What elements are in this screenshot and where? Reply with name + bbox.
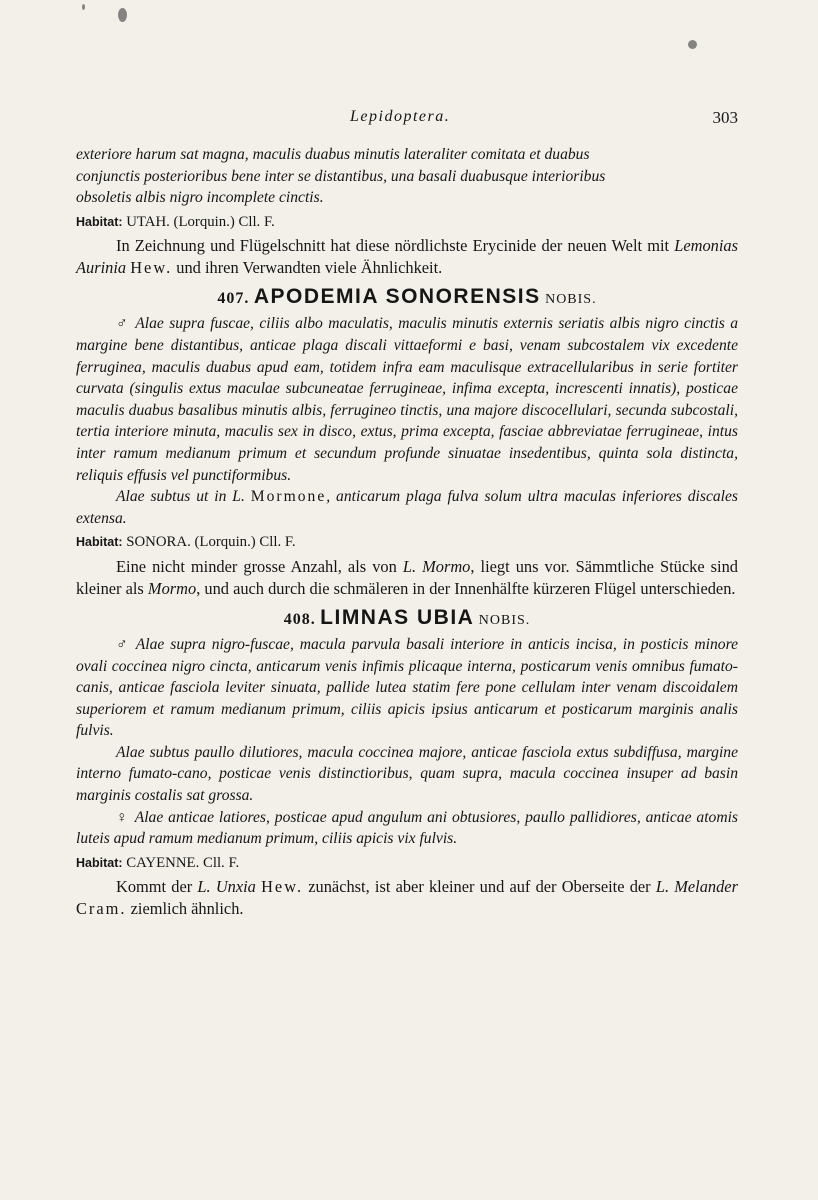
- author-name: Hew.: [130, 258, 173, 278]
- author-name: Hew.: [261, 877, 304, 897]
- habitat-text: UTAH. (Lorquin.) Cll. F.: [126, 213, 275, 230]
- underside-description: Alae subtus paullo dilutiores, macula coccinea majore, anticae fasciola extus subdiffusa, margine interno fumato-cano, posticae venis distinctioribus, quam supra, macula coccinea insuper ad basin marginis costalis sat grossa.: [76, 743, 738, 805]
- species-reference: Mormone: [250, 488, 327, 506]
- species-reference: L. Melander: [655, 877, 738, 897]
- species-heading: [76, 285, 738, 309]
- male-symbol-icon: ♂: [116, 315, 130, 333]
- species-number: 408.: [283, 610, 316, 628]
- intro-latin-line: exteriore harum sat magna, maculis duabus minutis lateraliter comitata et duabus: [76, 146, 590, 163]
- page-number: 303: [712, 108, 738, 127]
- ink-speck: [118, 8, 127, 22]
- german-paragraph: Kommt der L. Unxia Hew. zunächst, ist aber kleiner und auf der Oberseite der L. Melander Cram. ziemlich ähnlich.: [76, 877, 738, 919]
- page-body: [76, 144, 738, 920]
- ink-speck: [82, 4, 85, 10]
- author-name: Cram.: [76, 899, 127, 919]
- habitat-text: CAYENNE. Cll. F.: [126, 854, 240, 871]
- intro-latin-line: conjunctis posterioribus bene inter se distantibus, una basali duabusque interioribus: [76, 167, 606, 185]
- species-author: NOBIS.: [478, 612, 531, 628]
- female-symbol-icon: ♀: [116, 808, 129, 826]
- habitat-label: Habitat:: [76, 214, 123, 229]
- male-symbol-icon: ♂: [116, 635, 130, 653]
- habitat-line: [76, 532, 738, 554]
- male-diagnosis: ♂ Alae supra fuscae, ciliis albo maculatis, maculis minutis externis seriatis albis nigro cinctis a margine bene distantibus, anticae plaga discali vittaeformi e basi, venam subcostalem vix excedente ferruginea, maculis duabus apud eam, totidem infra eam maculisque extracellularibus in serie fortiter curvata (singulis extus maculae subcuneatae ferrugineae, infima excepta, increscenti innatis), posticae maculis duabus basalibus minutis albis, ferrugineo tinctis, una majore discocellulari, secunda subcostali, tertia interiore minuta, maculis sex in disco, extus, prima excepta, fasciae abbreviatae ferrugineae, intus inter ramum medianum primum et secundum profunde sinuatae insedentibus, quinta sola distincta, reliquis effusis vel punctiformibus.: [76, 315, 738, 484]
- species-heading: [76, 606, 738, 630]
- intro-german-paragraph: In Zeichnung und Flügelschnitt hat diese nördlichste Erycinide der neuen Welt mit Lemonias Aurinia Hew. und ihren Verwandten viele Ähnlichkeit.: [76, 236, 738, 278]
- intro-latin-line: obsoletis albis nigro incomplete cinctis.: [76, 189, 324, 207]
- habitat-label: Habitat:: [76, 535, 123, 550]
- species-reference: Lemonias Aurinia: [76, 236, 738, 278]
- ink-speck: [688, 40, 697, 49]
- female-diagnosis: ♀ Alae anticae latiores, posticae apud angulum ani obtusiores, paullo pallidiores, anticae atomis luteis apud ramum medianum primum, ciliis apicis vix fulvis.: [76, 808, 738, 848]
- habitat-line: [76, 853, 738, 875]
- species-reference: L. Unxia: [197, 877, 256, 897]
- male-diagnosis: ♂ Alae supra nigro-fuscae, macula parvula basali interiore in anticis incisa, in posticis minore ovali coccinea nigro cincta, anticarum venis infimis plicaque interna, posticarum venis omnibus fumato-canis, anticae fasciola leviter sinuata, pallide lutea statim fere pone cellulam inter venam discoidalem superiorem et ramum medianum primum, ciliis apicis ipsius anticarum et posticarum marginis analis fulvis.: [76, 635, 738, 740]
- species-name: LIMNAS UBIA: [320, 605, 475, 629]
- running-header: [76, 108, 738, 134]
- habitat-label: Habitat:: [76, 855, 123, 870]
- german-paragraph: Eine nicht minder grosse Anzahl, als von L. Mormo, liegt uns vor. Sämmtliche Stücke sind kleiner als Mormo, und auch durch die schmäleren in der Innenhälfte kürzeren Flügel unterschieden.: [76, 556, 738, 598]
- species-reference: Mormo: [147, 578, 197, 598]
- underside-description: Alae subtus ut in L. Mormone, anticarum plaga fulva solum ultra maculas inferiores discales extensa.: [76, 488, 739, 527]
- species-reference: L. Mormo: [402, 556, 471, 576]
- species-author: NOBIS.: [545, 292, 597, 308]
- species-number: 407.: [217, 290, 250, 308]
- running-title: Lepidoptera.: [350, 108, 451, 125]
- habitat-text: SONORA. (Lorquin.) Cll. F.: [126, 534, 296, 551]
- intro-habitat: [76, 212, 738, 234]
- species-name: APODEMIA SONORENSIS: [253, 285, 541, 309]
